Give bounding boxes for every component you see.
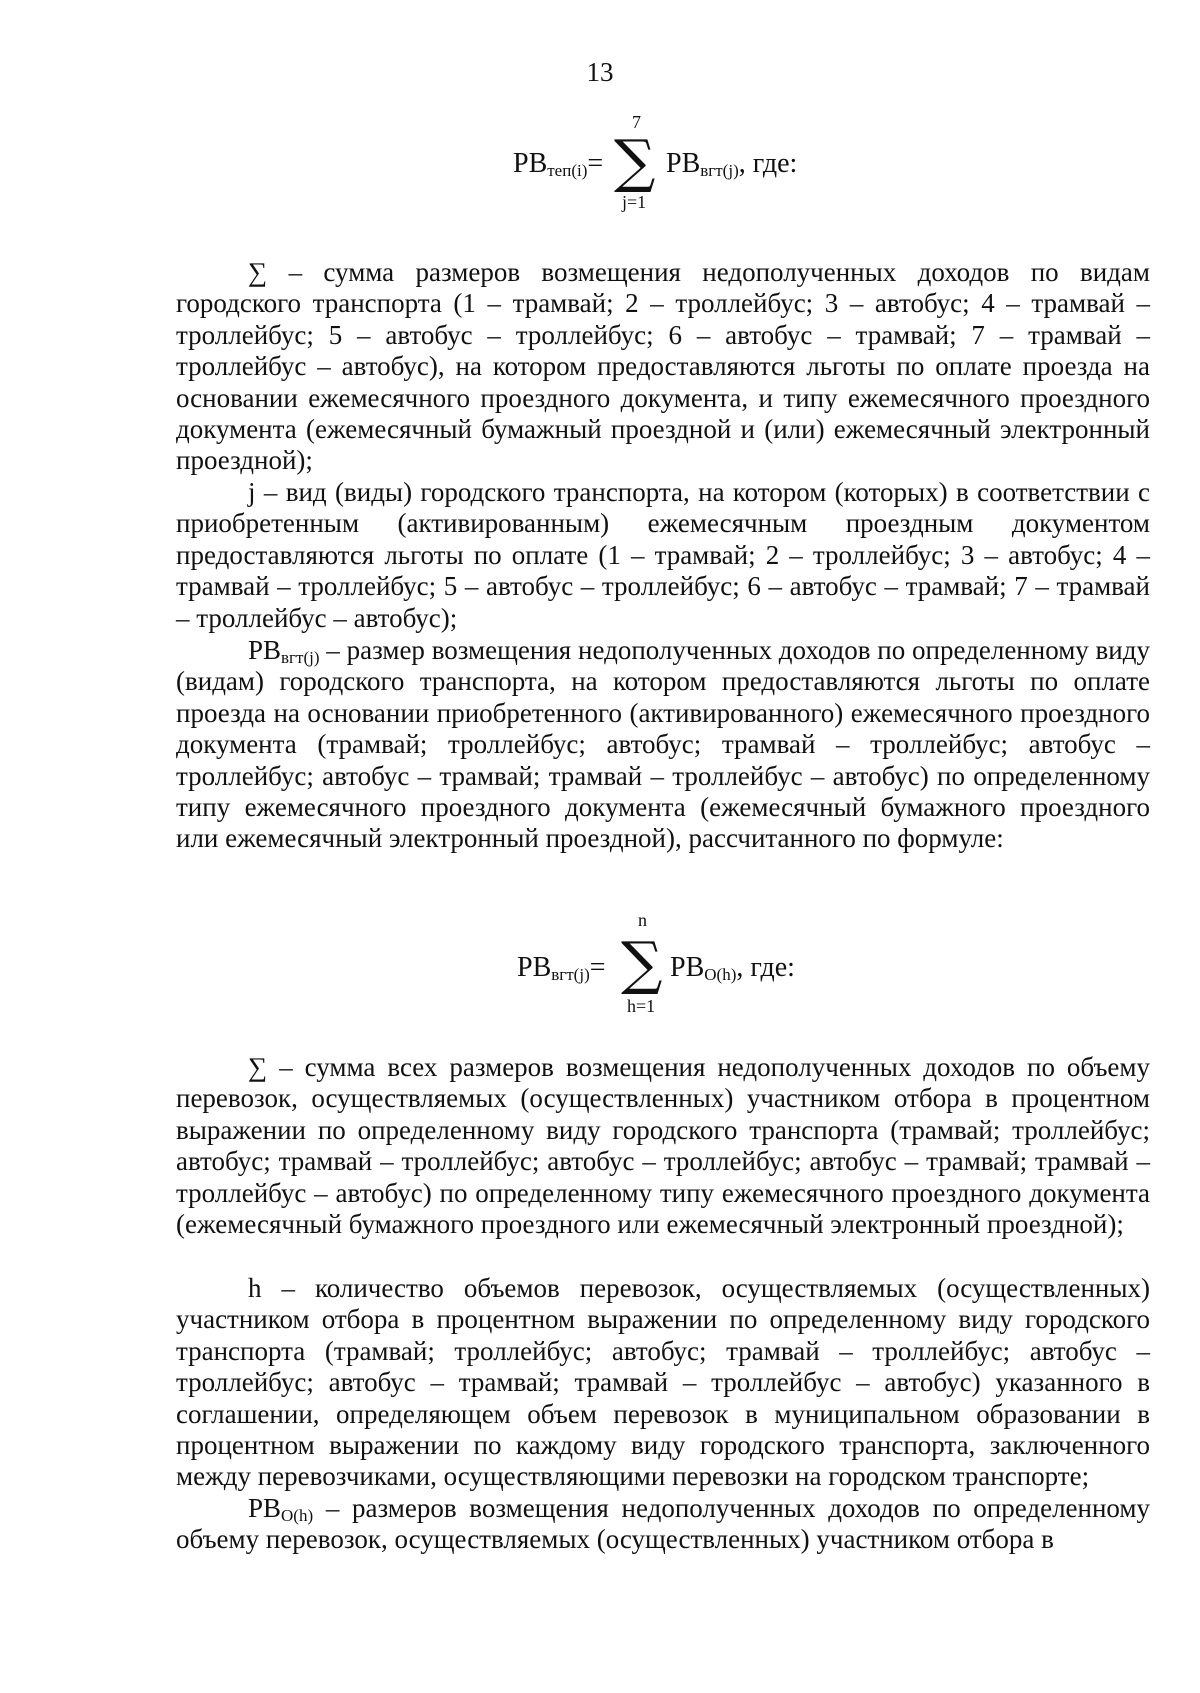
sum-lower-limit: j=1 (622, 192, 647, 212)
sum-upper-limit: n (638, 910, 647, 930)
formula-lhs: $PB_{теп(i)}=$ (513, 148, 604, 180)
paragraph-j-definition: j – вид (виды) городского транспорта, на котором (которых) в соответствии с приобретенным (активированным) ежемесячным проездным документом предоставляются льготы по оплате (1 – трамвай; 2 – троллейбус; 3 – автобус; 4 – трамвай – троллейбус; 5 – автобус – троллейбус; 6 – автобус – трамвай; 7 – трамвай – троллейбус – автобус); (176, 477, 1150, 633)
formula-rhs: $PB_{вгт(j)}$, где: (666, 148, 798, 180)
sigma-symbol: ∑ (614, 127, 656, 195)
formula-lhs: $PB_{вгт(j)}=$ (517, 952, 606, 984)
page-number: 13 (586, 57, 614, 87)
paragraph-h-definition: h – количество объемов перевозок, осуществляемых (осуществленных) участником отбора в процентном выражении по определенному виду городского транспорта (трамвай; троллейбус; автобус; трамвай – троллейбус; автобус – троллейбус; автобус – трамвай; трамвай – троллейбус – автобус) указанного в соглашении, определяющем объем перевозок в муниципальном образовании в процентном выражении по каждому виду городского транспорта, заключенного между перевозчиками, осуществляющими перевозки на городском транспорте; (176, 1273, 1150, 1492)
sum-upper-limit: 7 (632, 112, 641, 132)
paragraph-sigma-all-definition: ∑ – сумма всех размеров возмещения недополученных доходов по объему перевозок, осуществляемых (осуществленных) участником отбора в процентном выражении по определенному виду городского транспорта (трамвай; троллейбус; автобус; трамвай – троллейбус; автобус – троллейбус; автобус – трамвай; трамвай – троллейбус – автобус) по определенному типу ежемесячного проездного документа (ежемесячный бумажного проездного или ежемесячный электронный проездной); (176, 1052, 1150, 1240)
paragraph-pb-vgt-definition: $PB_{вгт(j)}$ – размер возмещения недополученных доходов по определенному виду (видам) городского транспорта, на котором предоставляются льготы по оплате проезда на основании приобретенного (активированного) ежемесячного проездного документа (трамвай; троллейбус; автобус; трамвай – троллейбус; автобус – троллейбус; автобус – трамвай; трамвай – троллейбус – автобус) по определенному типу ежемесячного проездного документа (ежемесячный бумажного проездного или ежемесячный электронный проездной), рассчитанного по формуле: (176, 635, 1150, 854)
paragraph-sigma-definition: ∑ – сумма размеров возмещения недополученных доходов по видам городского транспорта (1 – трамвай; 2 – троллейбус; 3 – автобус; 4 – трамвай – троллейбус; 5 – автобус – троллейбус; 6 – автобус – трамвай; 7 – трамвай – троллейбус – автобус), на котором предоставляются льготы по оплате проезда на основании ежемесячного проездного документа, и типу ежемесячного проездного документа (ежемесячный бумажный проездной и (или) ежемесячный электронный проездной); (176, 257, 1150, 476)
paragraph-pb-o-definition: $PB_{O(h)}$ – размеров возмещения недополученных доходов по определенному объему перевозок, осуществляемых (осуществленных) участником отбора в (176, 1493, 1150, 1555)
sigma-symbol: ∑ (621, 929, 663, 997)
formula-sum-vgt (0, 908, 1200, 1018)
sum-lower-limit: h=1 (627, 996, 656, 1016)
formula-sum-teplo (0, 112, 1200, 222)
formula-rhs: $PB_{O(h)}$, где: (670, 952, 795, 984)
